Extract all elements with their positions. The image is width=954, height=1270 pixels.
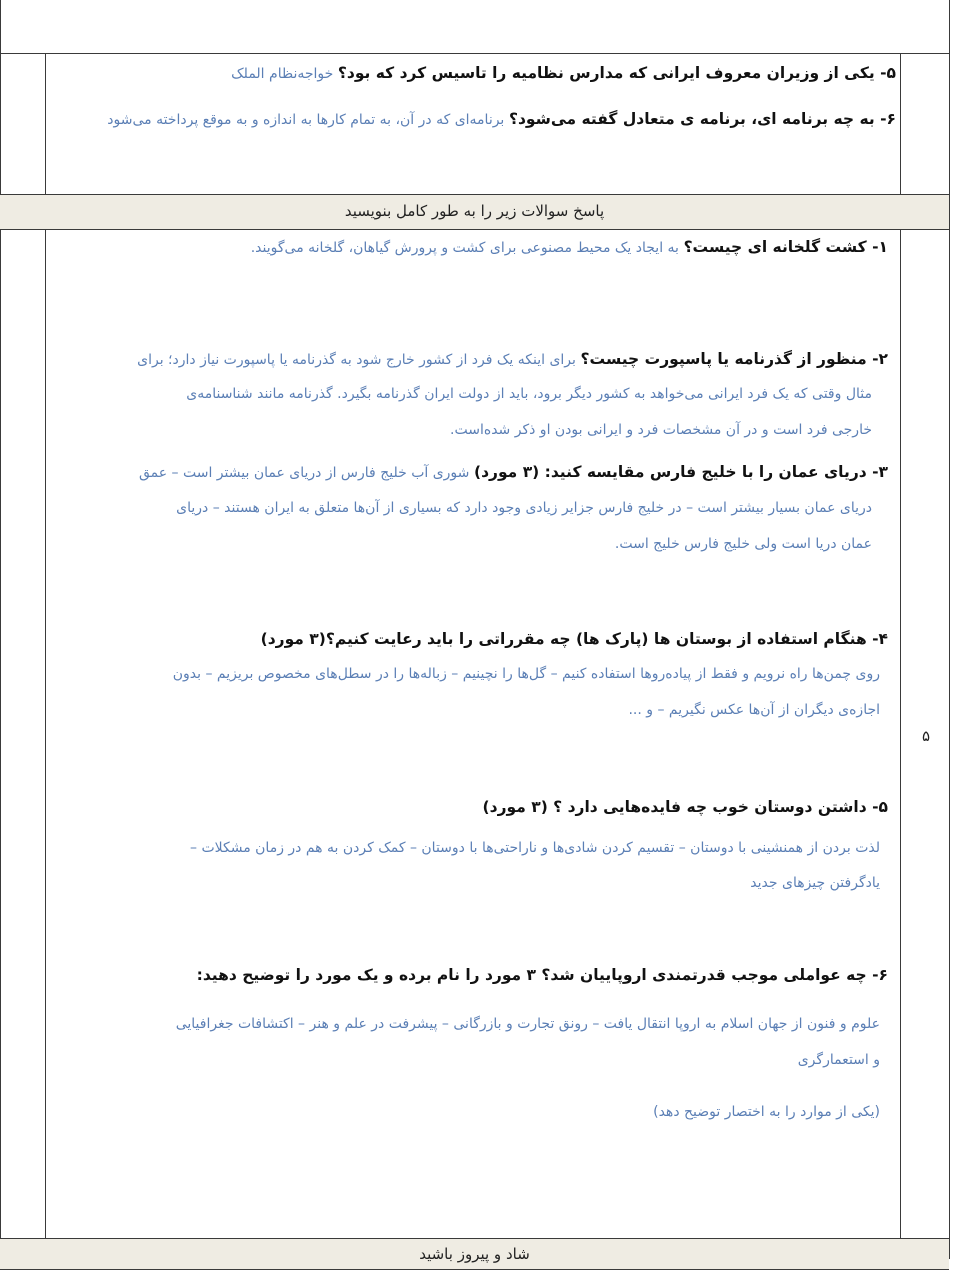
answer-line: مثال وقتی که یک فرد ایرانی می‌خواهد به کشور دیگر برود، باید از دولت ایران گذرنامه بگیرد. گذرنامه مانند شناسنامه‌ی [186, 386, 872, 402]
answer-line: خارجی فرد است و در آن مشخصات فرد و ایرانی بودن او ذکر شده‌است. [450, 422, 872, 438]
number-column-line [900, 229, 901, 1239]
question-text: ۲- منظور از گذرنامه یا پاسپورت چیست؟ [580, 350, 888, 368]
question-4-row [261, 630, 888, 648]
answer-text: به ایجاد یک محیط مصنوعی برای کشت و پرورش گیاهان، گلخانه می‌گویند. [250, 240, 679, 256]
right-border [949, 0, 950, 1259]
footer-text: شاد و پیروز باشید [419, 1245, 530, 1263]
question-2-row [137, 350, 888, 368]
question-text: ۶- به چه برنامه ای، برنامه ی متعادل گفته می‌شود؟ [508, 110, 896, 128]
section-header [0, 194, 949, 230]
question-text: ۵- یکی از وزیران معروف ایرانی که مدارس نظامیه را تاسیس کرد که بود؟ [337, 64, 896, 82]
answer-text: شوری آب خلیج فارس از دریای عمان بیشتر است – عمق [138, 465, 470, 481]
answer-text: خواجه‌نظام الملک [231, 66, 334, 82]
question-6-row [197, 966, 888, 984]
answer-line: روی چمن‌ها راه نرویم و فقط از پیاده‌روها استفاده کنیم – گل‌ها را نچینیم – زباله‌ها را در سطل‌های مخصوص بریزیم – بدون [172, 666, 880, 682]
question-3-row [139, 463, 888, 481]
score-column-line [45, 229, 46, 1239]
answer-line: علوم و فنون از جهان اسلام به اروپا انتقال یافت – رونق تجارت و بازرگانی – پیشرفت در علم و هنر – اکتشافات جغرافیایی [175, 1016, 880, 1032]
answer-line: لذت بردن از همنشینی با دوستان – تقسیم کردن شادی‌ها و ناراحتی‌ها با دوستان – کمک کردن به هم در زمان مشکلات – [190, 840, 880, 856]
question-5-row [231, 64, 896, 82]
score-value: ۵ [922, 727, 931, 745]
question-text: ۳- دریای عمان را با خلیج فارس مقایسه کنید: (۳ مورد) [474, 463, 888, 481]
question-5-row [483, 798, 888, 816]
answer-line: یادگرفتن چیزهای جدید [750, 875, 880, 891]
question-text: ۵- داشتن دوستان خوب چه فایده‌هایی دارد ؟ (۳ مورد) [482, 798, 888, 816]
answer-line: عمان دریا است ولی خلیج فارس خلیج است. [614, 536, 872, 552]
answer-line: اجازه‌ی دیگران از آن‌ها عکس نگیریم – و ... [628, 702, 880, 718]
row-divider [0, 53, 950, 54]
question-text: ۶- چه عواملی موجب قدرتمندی اروپاییان شد؟ ۳ مورد را نام برده و یک مورد را توضیح دهید: [196, 966, 888, 984]
number-column-line [900, 53, 901, 194]
answer-line: و استعمارگری [797, 1052, 880, 1068]
question-6-row [107, 110, 896, 128]
footer-band [0, 1238, 949, 1270]
question-text: ۱- کشت گلخانه ای چیست؟ [683, 238, 888, 256]
question-text: ۴- هنگام استفاده از بوستان ها (پارک ها) چه مقرراتی را باید رعایت کنیم؟(۳ مورد) [260, 630, 888, 648]
score-column-line [45, 53, 46, 194]
answer-note: (یکی از موارد را به اختصار توضیح دهد) [653, 1104, 880, 1120]
question-1-row [251, 238, 888, 256]
answer-text: برای اینکه یک فرد از کشور خارج شود به گذرنامه یا پاسپورت نیاز دارد؛ برای [137, 352, 576, 368]
answer-text: برنامه‌ای که در آن، به تمام کارها به اندازه و به موقع پرداخته می‌شود [107, 112, 505, 128]
answer-line: دریای عمان بسیار بیشتر است – در خلیج فارس جزایر زیادی وجود دارد که بسیاری از آن‌ها متعلق به ایران هستند – دریای [176, 500, 872, 516]
left-border [0, 0, 1, 1259]
section-header-text: پاسخ سوالات زیر را به طور کامل بنویسید [344, 202, 605, 220]
